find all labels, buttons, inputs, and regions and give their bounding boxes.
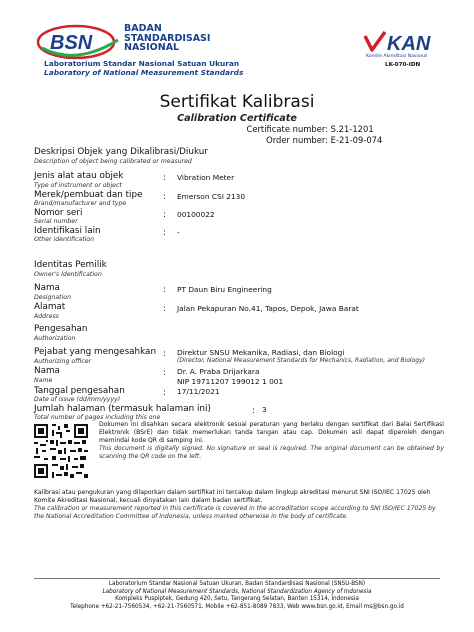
digital-signature-note-id: Dokumen ini disahkan secara elektronik sesuai peraturan yang berlaku dengan sertifikat dari Balai Sertifikasi Elektronik (BSrE) dan tidak memerlukan tanda tangan atau cap. Dokumen asli dapat diperoleh dengan memindai kode QR di samping ini.	[99, 421, 444, 444]
owner-name-label-en: Designation	[34, 294, 72, 301]
serial-number-label: Nomor seri	[34, 208, 83, 218]
kan-logo	[361, 30, 447, 54]
order-number-row	[244, 135, 382, 145]
order-number-label: Order number:	[266, 135, 328, 145]
brand-type-label-en: Brand/manufacturer and type	[34, 200, 127, 207]
officer-name-label: Nama	[34, 366, 60, 376]
lab-name	[44, 60, 243, 77]
page-count-label: Jumlah halaman (termasuk halaman ini)	[34, 404, 211, 414]
bsn-agency-name	[124, 24, 210, 53]
bsn-name-line2: STANDARDISASI	[124, 32, 211, 44]
colon: :	[163, 284, 166, 294]
page-count-value: 3	[262, 405, 267, 414]
owner-section-heading: Identitas Pemilik	[34, 260, 107, 270]
kan-logo-text: KAN	[387, 33, 431, 54]
officer-nip-value: NIP 19711207 199012 1 001	[177, 377, 284, 386]
officer-name-label-en: Name	[34, 377, 53, 384]
footer-line3: Kompleks Puspiptek, Gedung 420, Setu, Tangerang Selatan, Banten 15314, Indonesia	[115, 596, 359, 602]
bsn-name-line3: NASIONAL	[124, 42, 180, 53]
issue-date-label-en: Date of issue (dd/mm/yyyy)	[34, 396, 121, 403]
authorizing-officer-label: Pejabat yang mengesahkan	[34, 347, 157, 357]
brand-type-label: Merek/pembuat dan tipe	[34, 190, 143, 200]
colon: :	[163, 209, 166, 219]
colon: :	[163, 348, 166, 358]
object-section-heading-en: Description of object being calibrated or measured	[34, 158, 192, 165]
colon: :	[163, 303, 166, 313]
lab-name-en: Laboratory of National Measurement Standards	[44, 67, 244, 77]
colon: :	[163, 387, 166, 397]
instrument-type-label: Jenis alat atau objek	[34, 171, 124, 181]
instrument-type-label-en: Type of instrument or object	[34, 182, 122, 189]
colon: :	[252, 405, 255, 415]
authorizing-officer-value-en: (Director, National Measurement Standards for Mechanics, Radiation, and Biology)	[177, 357, 425, 364]
serial-number-label-en: Serial number	[34, 218, 78, 225]
owner-section-heading-en: Owner's Identification	[34, 271, 102, 278]
colon: :	[163, 227, 166, 237]
owner-name-label: Nama	[34, 283, 60, 293]
other-id-label-en: Other identification	[34, 236, 95, 243]
footer-line2: Laboratory of National Measurement Standards, National Standardization Agency of Indonesia	[102, 588, 372, 595]
authorizing-officer-value: Direktur SNSU Mekanika, Radiasi, dan Biologi	[177, 348, 345, 357]
page-title: Sertifikat Kalibrasi	[159, 92, 315, 112]
owner-name-value: PT Daun Biru Engineering	[177, 285, 272, 294]
issue-date-value: 17/11/2021	[177, 387, 220, 396]
accreditation-note-id: Kalibrasi atau pengukuran yang dilaporkan dalam sertifikat ini tercakup dalam lingkup akreditasi menurut SNI ISO/IEC 17025 oleh Komite Akreditasi Nasional, kecuali dinyatakan lain dalam badan sertifikat.	[34, 489, 431, 504]
digital-signature-note-en: This document is digitally signed. No signature or seal is required. The original document can be obtained by scanning the QR code on the left.	[99, 444, 444, 460]
order-number-value: E-21-09-074	[330, 135, 383, 145]
qr-code-icon[interactable]	[32, 422, 90, 480]
colon: :	[163, 172, 166, 182]
instrument-type-value: Vibration Meter	[177, 173, 235, 182]
page-subtitle: Calibration Certificate	[177, 113, 297, 124]
other-id-value: -	[177, 228, 180, 237]
bsn-logo-text: BSN	[50, 32, 93, 54]
other-id-label: Identifikasi lain	[34, 226, 101, 236]
colon: :	[163, 367, 166, 377]
officer-name-value: Dr. A. Praba Drijarkara	[177, 367, 260, 376]
issue-date-label: Tanggal pengesahan	[34, 386, 125, 396]
owner-address-label: Alamat	[34, 302, 66, 312]
footer	[0, 581, 474, 611]
bsn-name-line1: BADAN	[124, 23, 162, 34]
kan-accreditation-number: LK-070-IDN	[385, 62, 421, 68]
brand-type-value: Emerson CSI 2130	[177, 192, 246, 201]
owner-address-label-en: Address	[34, 313, 59, 320]
certificate-number-value: S.21-1201	[330, 124, 374, 134]
certificate-number-label: Certificate number:	[246, 124, 328, 134]
kan-subtitle: Komite Akreditasi Nasional	[366, 54, 428, 59]
owner-address-value: Jalan Pekapuran No.41, Tapos, Depok, Jawa Barat	[177, 304, 359, 313]
certificate-number-row	[244, 124, 374, 134]
lab-name-id: Laboratorium Standar Nasional Satuan Ukuran	[44, 59, 240, 68]
colon: :	[163, 191, 166, 201]
footer-divider	[34, 578, 440, 579]
accreditation-note	[34, 489, 446, 521]
authorizing-officer-label-en: Authorizing officer	[34, 358, 92, 365]
object-section-heading: Deskripsi Objek yang Dikalibrasi/Diukur	[34, 147, 208, 157]
authorization-heading-en: Authorization	[34, 335, 76, 342]
digital-signature-note	[99, 421, 444, 461]
serial-number-value: 00100022	[177, 210, 215, 219]
accreditation-note-en: The calibration or measurement reported in this certificate is covered in the accreditation scope according to SNI ISO/IEC 17025 by the National Accreditation Committee of Indonesia, unless marked otherwise in the body of certificate.	[34, 504, 436, 520]
page-count-label-en: Total number of pages including this one	[34, 414, 161, 421]
authorization-heading: Pengesahan	[34, 324, 88, 334]
footer-line1: Laboratorium Standar Nasional Satuan Ukuran, Badan Standardisasi Nasional (SNSU-BSN)	[108, 581, 366, 587]
footer-line4: Telephone +62-21-7560534, +62-21-7560571, Mobile +62-851-8089 7833, Web www.bsn.go.id, Email ms@bsn.go.id	[70, 603, 404, 610]
bsn-logo	[36, 22, 124, 62]
